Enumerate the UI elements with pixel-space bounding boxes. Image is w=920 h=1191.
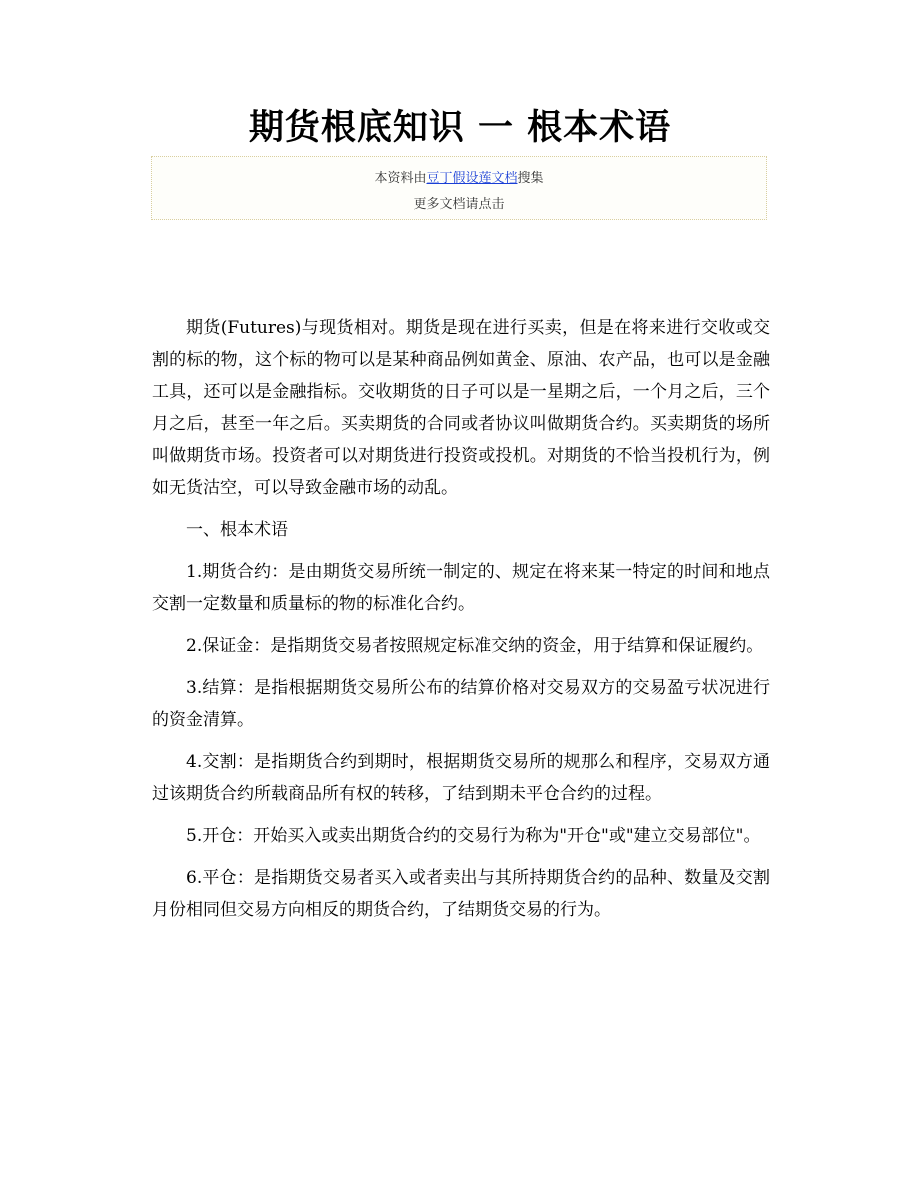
term-settlement: 3.结算：是指根据期货交易所公布的结算价格对交易双方的交易盈亏状况进行的资金清算。 <box>152 678 770 730</box>
section-heading: 一、根本术语 <box>186 520 288 540</box>
source-prefix: 本资料由 <box>374 171 427 186</box>
intro-paragraph: 期货(Futures)与现货相对。期货是现在进行买卖，但是在将来进行交收或交割的标的物，这个标的物可以是某种商品例如黄金、原油、农产品，也可以是金融工具，还可以是金融指标。交收期货的日子可以是一星期之后，一个月之后，三个月之后，甚至一年之后。买卖期货的合同或者协议叫做期货合约。买卖期货的场所叫做期货市场。投资者可以对期货进行投资或投机。对期货的不恰当投机行为，例如无货沽空，可以导致金融市场的动乱。 <box>152 318 770 498</box>
more-documents-link[interactable]: 更多文档请点击 <box>413 197 505 212</box>
source-suffix: 搜集 <box>517 171 544 186</box>
document-body <box>152 312 770 936</box>
source-notice-box <box>151 156 767 220</box>
term-margin: 2.保证金：是指期货交易者按照规定标准交纳的资金，用于结算和保证履约。 <box>186 636 764 656</box>
source-notice-line <box>152 169 766 189</box>
term-close-position: 6.平仓：是指期货交易者买入或者卖出与其所持期货合约的品种、数量及交割月份相同但交易方向相反的期货合约，了结期货交易的行为。 <box>152 868 770 920</box>
term-futures-contract: 1.期货合约：是由期货交易所统一制定的、规定在将来某一特定的时间和地点交割一定数量和质量标的物的标准化合约。 <box>152 562 770 614</box>
term-open-position: 5.开仓：开始买入或卖出期货合约的交易行为称为"开仓"或"建立交易部位"。 <box>186 826 761 846</box>
document-title: 期货根底知识 一 根本术语 <box>248 108 672 148</box>
term-delivery: 4.交割：是指期货合约到期时，根据期货交易所的规那么和程序，交易双方通过该期货合约所载商品所有权的转移，了结到期未平仓合约的过程。 <box>152 752 770 804</box>
source-link[interactable]: 豆丁假设莲文档 <box>426 171 518 186</box>
